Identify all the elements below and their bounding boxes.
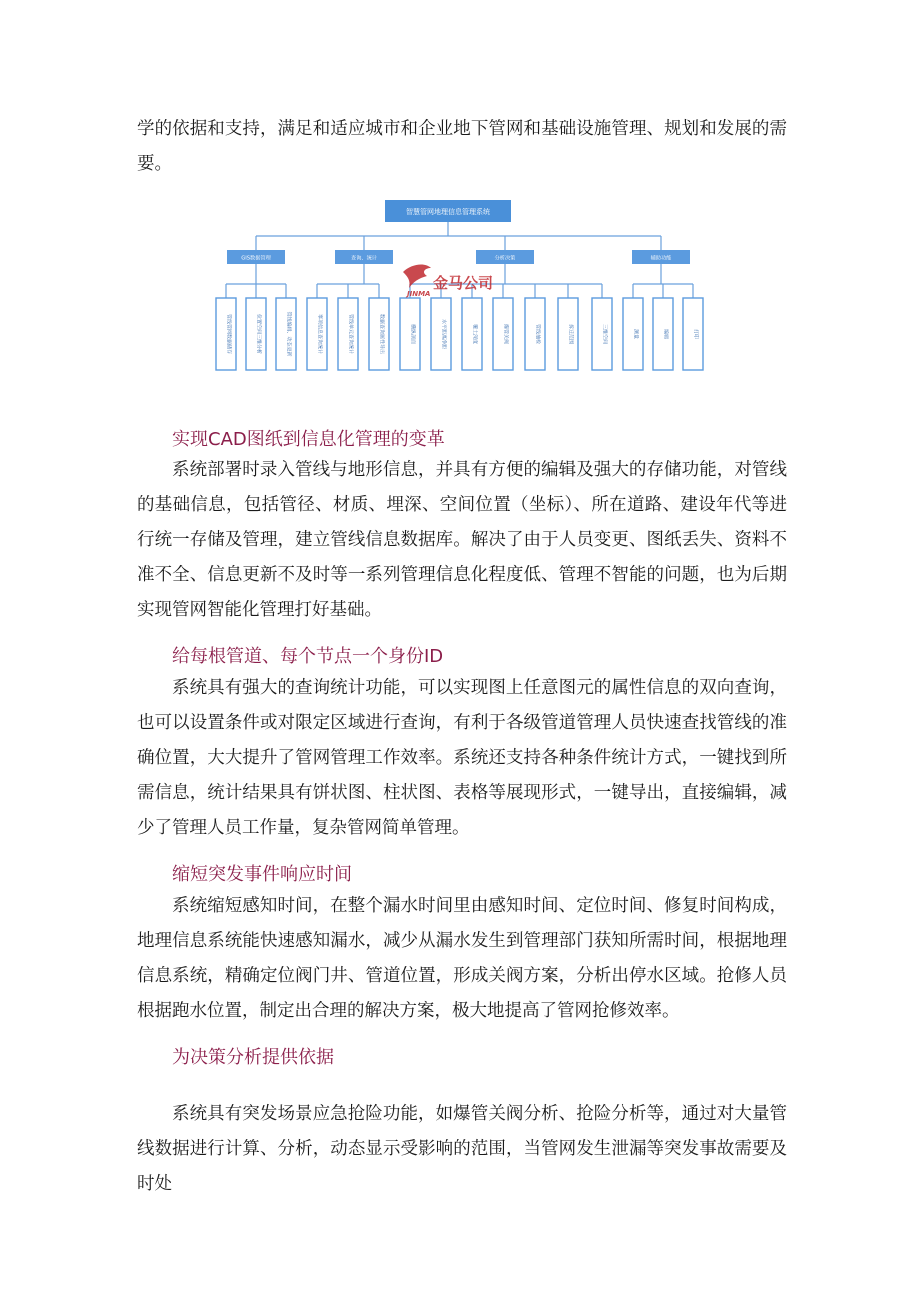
- system-structure-diagram: [215, 188, 710, 378]
- watermark-text: 金马公司: [433, 274, 494, 292]
- paragraph-cad: 系统部署时录入管线与地形信息，并具有方便的编辑及强大的存储功能，对管线的基础信息，包括管径、材质、埋深、空间位置（坐标）、所在道路、建设年代等进行统一存储及管理，建立管线信息数据库。解决了由于人员变更、图纸丢失、资料不准不全、信息更新不及时等一系列管理信息化程度低、管理不智能的问题，也为后期实现管网智能化管理打好基础。: [137, 460, 787, 620]
- watermark-subtext: JINMA: [407, 290, 431, 298]
- diagram-leaf-label: 拆迁范围: [567, 323, 574, 345]
- diagram-leaf-label: 横纵剖面: [409, 323, 416, 345]
- diagram-leaf-label: 位置空间三维分析: [255, 313, 262, 355]
- diagram-leaf-label: 编辑: [662, 328, 669, 340]
- diagram-leaf-label: 管线管网数据储存: [225, 313, 232, 355]
- diagram-group-label: 查询、统计: [351, 255, 377, 262]
- diagram-leaf-label: 测量: [632, 328, 639, 340]
- diagram-leaves: [216, 298, 703, 370]
- diagram-leaf-label: 三维空间: [601, 323, 608, 345]
- paragraph-decision: 系统具有突发场景应急抢险功能，如爆管关阀分析、抢险分析等，通过对大量管线数据进行计算、分析，动态显示受影响的范围，当管网发生泄漏等突发事故需要及时处: [137, 1104, 787, 1194]
- diagram-group-label: 辅助功能: [650, 255, 672, 262]
- diagram-leaf-label: 管线单元查询统计: [347, 313, 354, 355]
- diagram-leaf-label: 爆管关阀: [502, 323, 509, 345]
- intro-paragraph-tail: 学的依据和支持，满足和适应城市和企业地下管网和基础设施管理、规划和发展的需要。: [137, 119, 787, 174]
- diagram-leaf-label: 数据查询属性导出: [378, 313, 385, 355]
- diagram-group-label: 分析决策: [494, 255, 516, 262]
- watermark-logo: [403, 265, 493, 298]
- diagram-leaf-label: 覆土深度: [471, 323, 478, 345]
- heading-pipe-id: 给每根管道、每个节点一个身份ID: [172, 646, 444, 667]
- paragraph-query: 系统具有强大的查询统计功能，可以实现图上任意图元的属性信息的双向查询，也可以设置条件或对限定区域进行查询，有利于各级管道管理人员快速查找管线的准确位置，大大提升了管网管理工作效率。系统还支持各种条件统计方式，一键找到所需信息，统计结果具有饼状图、柱状图、表格等展现形式，一键导出，直接编辑，减少了管理人员工作量，复杂管网简单管理。: [137, 678, 787, 838]
- diagram-root-label: 智慧管网地理信息管理系统: [406, 208, 490, 216]
- diagram-leaf-label: 打印: [692, 328, 699, 340]
- diagram-leaf-label: 管线抽检: [534, 323, 541, 345]
- heading-decision-support: 为决策分析提供依据: [172, 1047, 334, 1068]
- diagram-leaf-label: 事项信息查询统计: [316, 313, 323, 355]
- heading-response-time: 缩短突发事件响应时间: [172, 864, 352, 885]
- heading-cad-to-informatization: 实现CAD图纸到信息化管理的变革: [172, 429, 445, 450]
- diagram-leaf-label: 水平距离净距: [440, 318, 447, 350]
- diagram-group-label: GIS数据管理: [241, 255, 271, 262]
- diagram-leaf-label: 管线编辑、动态更新: [285, 311, 292, 357]
- paragraph-response: 系统缩短感知时间，在整个漏水时间里由感知时间、定位时间、修复时间构成，地理信息系统能快速感知漏水，减少从漏水发生到管理部门获知所需时间，根据地理信息系统，精确定位阀门井、管道位置，形成关阀方案，分析出停水区域。抢修人员根据跑水位置，制定出合理的解决方案，极大地提高了管网抢修效率。: [137, 896, 787, 1021]
